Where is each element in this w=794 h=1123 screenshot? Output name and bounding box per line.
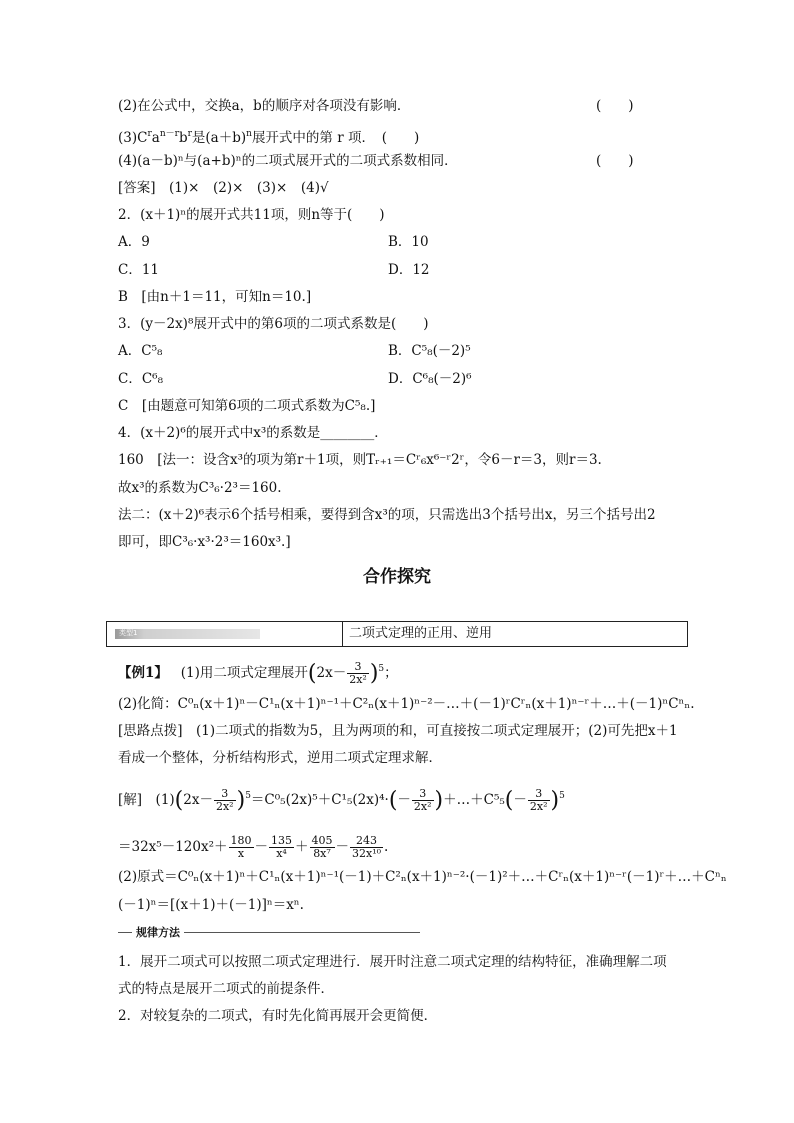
topic-tag-label: 类型1 <box>119 629 138 637</box>
fraction: $\frac{3}{\text{2x²}}$ <box>349 660 367 686</box>
answer-blank-3: ( ) <box>381 130 420 146</box>
example-part-1-text: (1)用二项式定理展开 <box>180 665 308 681</box>
problem-3-option-a: A．C⁵₈ <box>118 343 163 359</box>
method-label: 规律方法 <box>132 924 184 940</box>
problem-4-solution-1: 160 [法一：设含x³的项为第r＋1项，则Tᵣ₊₁＝Cʳ₆x⁶⁻ʳ2ʳ，令6－r＝3，则r＝3. <box>118 452 602 468</box>
solution-line-1: [解] (1)(2x－ $\frac{3}{\text{2x²}}$ )$^5$＝C⁰₅(2x)⁵＋C¹₅(2x)⁴·(－ $\frac{3}{\text{2x²}}$ )＋…＋C⁵₅(－ $\frac{3}{\text{2x²}}$ )$^5$ <box>118 787 565 813</box>
solution-line-3: (2)原式＝C⁰ₙ(x＋1)ⁿ＋C¹ₙ(x＋1)ⁿ⁻¹(－1)＋C²ₙ(x＋1)ⁿ⁻²·(－1)²＋…＋Cʳₙ(x＋1)ⁿ⁻ʳ(－1)ʳ＋…＋Cⁿₙ <box>118 869 727 885</box>
problem-3-option-d: D．C⁶₈(－2)⁶ <box>388 371 472 387</box>
example-1-part-2: (2)化简：C⁰ₙ(x＋1)ⁿ－C¹ₙ(x＋1)ⁿ⁻¹＋C²ₙ(x＋1)ⁿ⁻²－…＋(－1)ʳCʳₙ(x＋1)ⁿ⁻ʳ＋…＋(－1)ⁿCⁿₙ. <box>118 696 695 712</box>
answer-blank-4: ( ) <box>596 153 634 169</box>
topic-tag-banner <box>115 629 260 639</box>
hint-line-1: [思路点拨] (1)二项式的指数为5，且为两项的和，可直接按二项式定理展开；(2)可先把x＋1 <box>118 723 678 739</box>
example-label: 【例1】 <box>118 665 168 681</box>
section-title: 合作探究 <box>363 567 431 587</box>
solution-line-2: ＝32x⁵－120x²＋ $\frac{180}{x}$ － $\frac{135}{\text{x⁴}}$ ＋ $\frac{405}{\text{8x⁷}}$ － $\frac{243}{\text{32x¹⁰}}$ . <box>118 834 389 860</box>
problem-2-option-a: A．9 <box>118 234 150 250</box>
solution-expand: ＝C⁰₅(2x)⁵＋C¹₅(2x)⁴· <box>250 792 389 808</box>
problem-2-option-c: C．11 <box>118 262 160 278</box>
example-1-part-1: 【例1】 (1)用二项式定理展开(2x－ $\frac{3}{\text{2x²}}$ )$^5$； <box>118 660 398 686</box>
solution-label: [解] <box>118 792 143 808</box>
solution-line-2-text: ＝32x⁵－120x²＋ <box>118 839 228 855</box>
method-divider <box>118 926 420 940</box>
problem-4-solution-3: 法二：(x＋2)⁶表示6个括号相乘，要得到含x³的项，只需选出3个括号出x，另三个括号出2 <box>118 507 656 523</box>
method-2: 2．对较复杂的二项式，有时先化简再展开会更简便． <box>118 1008 438 1024</box>
problem-4-stem: 4．(x＋2)⁶的展开式中x³的系数是________． <box>118 425 388 441</box>
problem-3-option-b: B．C⁵₈(－2)⁵ <box>388 343 471 359</box>
problem-3-solution: C [由题意可知第6项的二项式系数为C⁵₈.] <box>118 398 376 414</box>
statement-2: (2)在公式中，交换a，b的顺序对各项没有影响． <box>118 98 411 114</box>
problem-3-stem: 3．(y－2x)⁸展开式中的第6项的二项式系数是( ) <box>118 316 429 332</box>
topic-table <box>106 621 688 647</box>
solution-mid: ＋…＋C⁵₅ <box>443 792 505 808</box>
problem-2-option-b: B．10 <box>388 234 429 250</box>
topic-tag-cell <box>107 622 343 646</box>
method-1-line-2: 式的特点是展开二项式的前提条件． <box>118 981 334 997</box>
problem-2-option-d: D．12 <box>388 262 430 278</box>
solution-line-4: (－1)ⁿ＝[(x＋1)＋(－1)]ⁿ＝xⁿ. <box>118 897 304 913</box>
method-1-line-1: 1．展开二项式可以按照二项式定理进行．展开时注意二项式定理的结构特征，准确理解二项 <box>118 954 667 970</box>
topic-title: 二项式定理的正用、逆用 <box>349 626 493 641</box>
problem-2-solution: B [由n＋1＝11，可知n＝10.] <box>118 289 312 305</box>
problem-4-solution-2: 故x³的系数为C³₆·2³＝160. <box>118 480 282 496</box>
problem-2-stem: 2．(x＋1)ⁿ的展开式共11项，则n等于( ) <box>118 207 385 223</box>
statement-4: (4)(a－b)ⁿ与(a+b)ⁿ的二项式展开式的二项式系数相同． <box>118 153 458 169</box>
statement-3: $(3)C^ra^{n-r}b^r$是$(a+b)^n$展开式中的第 r 项． ( ) <box>118 129 420 146</box>
answer-blank-2: ( ) <box>596 98 634 114</box>
problem-4-solution-4: 即可，即C³₆·x³·2³＝160x³.] <box>118 534 291 550</box>
problem-3-option-c: C．C⁶₈ <box>118 371 163 387</box>
answer-key: [答案] (1)× (2)× (3)× (4)√ <box>118 180 329 196</box>
hint-line-2: 看成一个整体，分析结构形式，逆用二项式定理求解． <box>118 750 442 766</box>
